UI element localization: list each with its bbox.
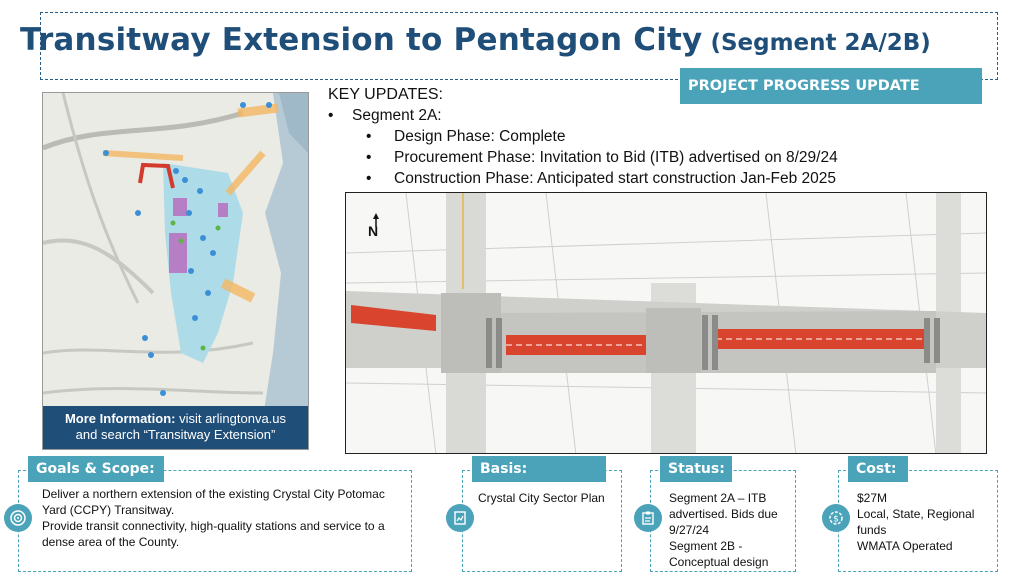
list-item: • Procurement Phase: Invitation to Bid (ITB) advertised on 8/29/24 — [366, 149, 838, 166]
document-chart-icon — [446, 504, 474, 532]
title-main: Transitway Extension to Pentagon City — [20, 22, 703, 58]
update-list — [328, 126, 838, 189]
goals-line-1: Deliver a northern extension of the existing Crystal City Potomac Yard (CCPY) Transitway. — [42, 487, 385, 517]
site-plan-drawing — [346, 193, 987, 454]
page-title — [20, 20, 931, 58]
status-line-1: Segment 2A – ITB advertised. Bids due 9/27/24 — [669, 491, 778, 537]
map-illustration — [43, 93, 308, 449]
target-icon — [4, 504, 32, 532]
goals-text — [42, 486, 404, 550]
more-info-banner[interactable] — [43, 406, 308, 449]
status-text — [669, 490, 789, 570]
project-progress-badge: PROJECT PROGRESS UPDATE — [680, 68, 982, 104]
key-updates-heading: KEY UPDATES: — [328, 86, 443, 103]
more-info-label: More Information: — [64, 411, 176, 426]
cost-text — [857, 490, 993, 554]
site-plan — [345, 192, 987, 454]
list-item: • Construction Phase: Anticipated start construction Jan-Feb 2025 — [366, 170, 836, 187]
segment-label: Segment 2A: — [352, 107, 442, 124]
basis-tag: Basis: — [472, 456, 606, 482]
cost-line-2: Local, State, Regional funds — [857, 507, 975, 537]
clipboard-icon — [634, 504, 662, 532]
status-tag: Status: — [660, 456, 732, 482]
goals-tag: Goals & Scope: — [28, 456, 164, 482]
project-map — [42, 92, 309, 450]
segment-heading: • Segment 2A: — [328, 107, 442, 124]
goals-line-2: Provide transit connectivity, high-quality stations and service to a dense area of the County. — [42, 519, 385, 549]
title-subtitle: (Segment 2A/2B) — [710, 30, 931, 56]
status-line-2: Segment 2B - Conceptual design — [669, 539, 769, 569]
more-info-search: and search “Transitway Extension” — [75, 427, 276, 442]
more-info-link[interactable]: visit arlingtonva.us — [175, 411, 287, 426]
cost-line-1: $27M — [857, 491, 888, 505]
cost-line-3: WMATA Operated — [857, 539, 953, 553]
basis-text: Crystal City Sector Plan — [478, 491, 605, 505]
list-item: • Design Phase: Complete — [366, 128, 566, 145]
svg-text:$: $ — [833, 514, 839, 525]
gear-dollar-icon — [822, 504, 850, 532]
north-arrow-label: N — [368, 223, 379, 239]
basis-box — [462, 470, 622, 572]
key-updates — [328, 84, 838, 189]
cost-tag: Cost: — [848, 456, 908, 482]
